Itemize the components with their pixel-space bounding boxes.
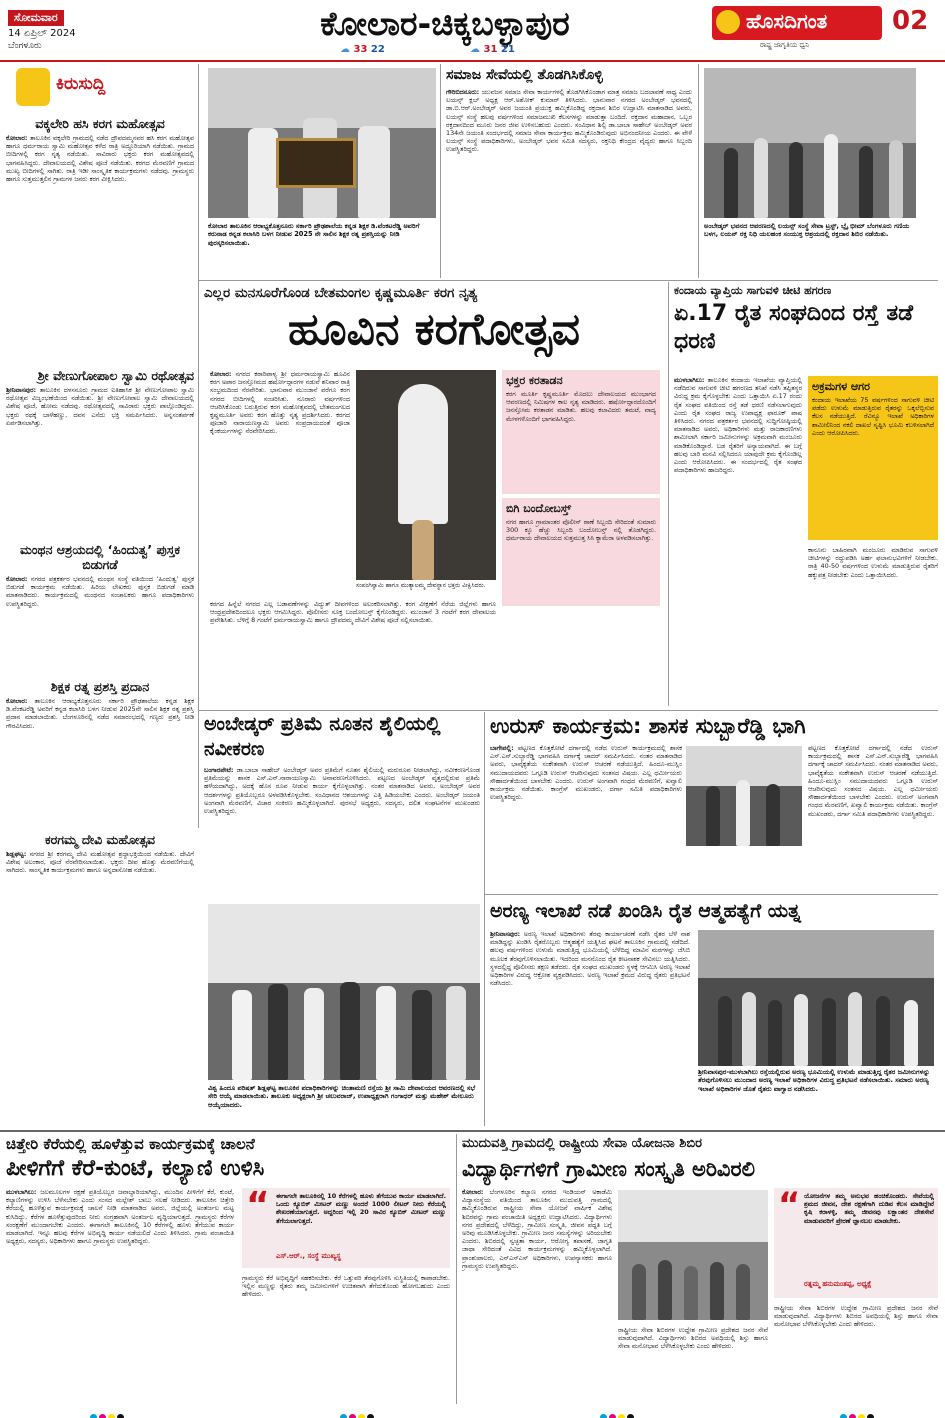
photo-figure [718, 996, 732, 1066]
sun-logo-icon [716, 10, 740, 34]
brief-dateline: ಶ್ರೀನಿವಾಸಪುರ: [6, 386, 37, 394]
aranya-headline: ಅರಣ್ಯ ಇಲಾಖೆ ನಡೆ ಖಂಡಿಸಿ ರೈತ ಆತ್ಮಹತ್ಯೆಗೆ ಯತ್ನ [490, 900, 801, 922]
urus-body [490, 744, 682, 888]
photo-figure [822, 998, 836, 1066]
karaga-kicker: ಎಲ್ಲರ ಮನಸೂರೆಗೊಂಡ ಬೇತಮಂಗಲ ಕೃಷ್ಣಮೂರ್ತಿ ಕರಗ ನೃತ್ಯ [204, 285, 478, 301]
raita-story [674, 284, 940, 708]
date-label: 14 ಏಪ್ರಿಲ್ 2024 [8, 28, 76, 39]
photo-figure [824, 134, 838, 218]
brief-text: ತಾಲೂಕಿನ ಆರಾಭ್ಯಕೊತ್ತನೂರು ಸರ್ಕಾರಿ ಪ್ರೌಢಶಾಲೆಯ ಕನ್ನಡ ಶಿಕ್ಷಕ ಡಿ.ವೆಂಕಟರೆಡ್ಡಿ ಅವರಿಗೆ ಕನ್ನಡ ಕಲಾಸಿರಿ ಬಳಗ ನೀಡುವ 2025ನೇ ಸಾಲಿನ ಶಿಕ್ಷಕ ರತ್ನ ಪ್ರಶಸ್ತಿ ಪ್ರದಾನ ಮಾಡಲಾಯಿತು. ಬೆಂಗಳೂರಿನಲ್ಲಿ ನಡೆದ ಸಮಾರಂಭದಲ್ಲಿ ಗಣ್ಯರು ಪ್ರಶಸ್ತಿ ನೀಡಿ ಗೌರವಿಸಿದರು. [6, 697, 194, 730]
blood-camp-caption: ಅಂಬೇಡ್ಕರ್ ಭವನದ ಆವರಣದಲ್ಲಿ ಲಯನ್ಸ್ ಸಂಸ್ಥೆ ಸೇವಾ ಟ್ರಸ್ಟ್, ಬ್ಲೈ ಭೀಮ್ ಬೆಂಗಳೂರು ಗಣಿಯ ಬಳಗ, ಲಯನ್ ರಕ್ತ ನಿಧಿ ಯಲಹಂಕ ಸಂಯುಕ್ತ ಆಶ್ರಯದಲ್ಲಿ ರಕ್ತದಾನ ಶಿಬಿರ ನಡೆಯಿತು. [704, 222, 910, 239]
brief-text: ತಾಲೂಕಿನ ವಕ್ಕಲೇರಿ ಗ್ರಾಮದಲ್ಲಿ ನಡೆದ ದ್ರೌಪದಮ್ಮನವರ ಹಸಿ ಕರಗ ಮಹೋತ್ಸವ ಹಾಗೂ ಧರ್ಮರಾಯ ಸ್ವಾಮಿ ಮಹೋತ್ಸವ ಕಳೆದ ರಾತ್ರಿ ಅದ್ಧೂರಿಯಾಗಿ ನಡೆಯಿತು. ಗ್ರಾಮದ ಬೀದಿಗಳಲ್ಲಿ ಕರಗ ನೃತ್ಯ ನಡೆಯಿತು. ಸಾವಿರಾರು ಭಕ್ತರು ಕರಗ ಮಹೋತ್ಸವದಲ್ಲಿ ಭಾಗವಹಿಸಿದ್ದರು. ದೇವಾಲಯದಲ್ಲಿ ವಿಶೇಷ ಪೂಜೆ ನಡೆಯಿತು. ಕರಗದ ಮೆರವಣಿಗೆ ಗ್ರಾಮದ ಮುಖ್ಯ ಬೀದಿಗಳಲ್ಲಿ ಸಾಗಿತು. ರಾತ್ರಿ ಇಡೀ ಸಾಂಸ್ಕೃತಿಕ ಕಾರ್ಯಕ್ರಮಗಳು ನಡೆದವು. ಗ್ರಾಮಸ್ಥರು ಹಾಗೂ ಸುತ್ತಮುತ್ತಲಿನ ಗ್ರಾಮಗಳ ಜನರು ಕರಗ ವೀಕ್ಷಿಸಿದರು. [6, 134, 194, 184]
aranya-photo [698, 930, 934, 1066]
city-label: ಬೆಂಗಳೂರು [8, 41, 42, 51]
karaga-tower [398, 384, 448, 524]
urus-text: ಪಟ್ಟಣದ ಕೊತ್ತಕೋಟೆ ದರ್ಗಾದಲ್ಲಿ ನಡೆದ ಉರುಸ್ ಕಾರ್ಯಕ್ರಮದಲ್ಲಿ ಶಾಸಕ ಎಸ್.ಎನ್.ಸುಬ್ಬಾರೆಡ್ಡಿ ಭಾಗವಹಿಸಿ ದರ್ಗಾಕ್ಕೆ ಚಾದರ್ ಸಮರ್ಪಿಸಿದರು. ನಂತರ ಮಾತನಾಡಿದ ಅವರು, ಭಾವೈಕ್ಯತೆಯ ಸಂಕೇತವಾಗಿ ಉರುಸ್ ಆಚರಣೆ ನಡೆಯುತ್ತಿದೆ. ಹಿಂದೂ-ಮುಸ್ಲಿಂ ಸಮುದಾಯದವರು ಒಗ್ಗೂಡಿ ಉರುಸ್ ಆಚರಿಸುವುದು ಸಂತಸದ ವಿಷಯ. ಎಲ್ಲ ಧರ್ಮೀಯರು ಸೌಹಾರ್ದತೆಯಿಂದ ಬಾಳಬೇಕು ಎಂದರು. ಉರುಸ್ ಅಂಗವಾಗಿ ಗಂಧದ ಮೆರವಣಿಗೆ, ಖವ್ವಾಲಿ ಕಾರ್ಯಕ್ರಮ ನಡೆಯಿತು. ಕಾಂಗ್ರೆಸ್ ಮುಖಂಡರು, ದರ್ಗಾ ಸಮಿತಿ ಪದಾಧಿಕಾರಿಗಳು ಉಪಸ್ಥಿತರಿದ್ದರು. [490, 744, 682, 802]
photo-figure [794, 994, 808, 1066]
ambedkar-dateline: ಬಂಗಾರಪೇಟೆ: [204, 766, 234, 774]
cloud-icon: ☁ [340, 44, 350, 55]
kere-quote: ಈಗಾಗಲೇ ತಾಲೂಕಿನಲ್ಲಿ 10 ಕೆರೆಗಳಲ್ಲಿ ಹೂಳು ತೆಗೆಯುವ ಕಾರ್ಯ ಮಾಡಲಾಗಿದೆ. ಒಂದು ಕ್ಯೂಬಿಕ್ ಮೀಟರ್ ಮಣ್ಣು ಅಂದರೆ 1000 ಲೀಟರ್ ನೀರು ಕೆರೆಯಲ್ಲಿ ಶೇಖರಣೆಯಾಗುತ್ತದೆ. ಅದ್ದರಿಂದ ಇಲ್ಲಿ 20 ಸಾವಿರ ಕ್ಯೂಬಿಕ್ ಮೀಟರ್ ಮಣ್ಣು ತೆಗೆಯಲಾಗುತ್ತದೆ. [276, 1192, 446, 1225]
section-rule [484, 894, 938, 895]
photo-figure [632, 1264, 646, 1320]
photo-figure [736, 780, 750, 846]
brief-title: ಕರಗಮ್ಮ ದೇವಿ ಮಹೋತ್ಸವ [44, 832, 155, 847]
nss-quote-author: ರತ್ನಮ್ಮ ಹನುಮಂತಪ್ಪ, ಅಧ್ಯಕ್ಷೆ [804, 1280, 872, 1288]
temp1-low: 22 [370, 44, 385, 55]
photo-figure [789, 142, 803, 218]
brief-text: ತಾಲೂಕಿನ ದಳಸನೂರು ಗ್ರಾಮದ ಐತಿಹಾಸಿಕ ಶ್ರೀ ವೇಣುಗೋಪಾಲ ಸ್ವಾಮಿ ರಥೋತ್ಸವ ವಿಜೃಂಭಣೆಯಿಂದ ನಡೆಯಿತು. ಶ್ರೀ ವೇಣುಗೋಪಾಲ ಸ್ವಾಮಿ ದೇವಾಲಯದಲ್ಲಿ ವಿಶೇಷ ಪೂಜೆ, ಹೋಮ ನಡೆದವು. ರಥೋತ್ಸವದಲ್ಲಿ ಸಾವಿರಾರು ಭಕ್ತರು ಪಾಲ್ಗೊಂಡಿದ್ದರು. ಭಕ್ತರು ರಥಕ್ಕೆ ಬಾಳೆಹಣ್ಣು, ದವನ ಎಸೆದು ಭಕ್ತಿ ಸಮರ್ಪಿಸಿದರು. ಅನ್ನಸಂತರ್ಪಣೆ ಏರ್ಪಡಿಸಲಾಗಿತ್ತು. [6, 386, 194, 427]
nss-text: ಬೆಂಗಳೂರಿನ ಕಲ್ಯಾಣ ನಗರದ ಇಂಡಿಯನ್ ಅಕಾಡೆಮಿ ವಿದ್ಯಾಸಂಸ್ಥೆಯ ವತಿಯಿಂದ ತಾಲೂಕಿನ ಮುದುವತ್ತಿ ಗ್ರಾಮದಲ್ಲಿ ಹಮ್ಮಿಕೊಂಡಿರುವ ರಾಷ್ಟ್ರೀಯ ಸೇವಾ ಯೋಜನೆ ವಾರ್ಷಿಕ ವಿಶೇಷ ಶಿಬಿರವನ್ನು ಗ್ರಾಮ ಪಂಚಾಯಿತಿ ಅಧ್ಯಕ್ಷರು ಉದ್ಘಾಟಿಸಿದರು. ವಿದ್ಯಾರ್ಥಿಗಳು ನಗರ ಪ್ರದೇಶದಲ್ಲಿ ಬೆಳೆದಿದ್ದು, ಗ್ರಾಮೀಣ ಸಂಸ್ಕೃತಿ, ಜೀವನ ಪದ್ಧತಿ ಬಗ್ಗೆ ಅರಿವು ಮೂಡಿಸಿಕೊಳ್ಳಬೇಕು. ಗ್ರಾಮೀಣ ಜನರ ಸಮಸ್ಯೆಗಳನ್ನು ಅರಿಯಬೇಕು ಎಂದರು. ಶಿಬಿರದಲ್ಲಿ ಸ್ವಚ್ಛತಾ ಕಾರ್ಯ, ಆರೋಗ್ಯ ತಪಾಸಣೆ, ಜಾಗೃತಿ ಜಾಥಾ ಸೇರಿದಂತೆ ವಿವಿಧ ಕಾರ್ಯಕ್ರಮಗಳನ್ನು ಹಮ್ಮಿಕೊಳ್ಳಲಾಗಿದೆ. ಪ್ರಾಂಶುಪಾಲರು, ಎನ್‌ಎಸ್‌ಎಸ್ ಅಧಿಕಾರಿಗಳು, ಉಪನ್ಯಾಸಕರು ಹಾಗೂ ಗ್ರಾಮಸ್ಥರು ಉಪಸ್ಥಿತರಿದ್ದರು. [462, 1188, 612, 1270]
photo-figure [876, 996, 890, 1066]
raita-box-title: ಅಕ್ರಮಗಳ ಆಗರ [812, 380, 870, 393]
photo-figure [376, 986, 396, 1080]
kere-quote-author: ಎಸ್.ಆರ್., ಸಂಸ್ಥೆ ಮುಖ್ಯಸ್ಥ [276, 1252, 341, 1260]
date-box [8, 6, 118, 50]
brief-body [6, 134, 194, 364]
brief-text: ನಗರದ ಪತ್ರಕರ್ತರ ಭವನದಲ್ಲಿ ಮಂಥನ ಸಂಸ್ಥೆ ವತಿಯಿಂದ ‘ಹಿಂದುತ್ವ’ ಪುಸ್ತಕ ಬಿಡುಗಡೆ ಕಾರ್ಯಕ್ರಮ ನಡೆಯಿತು. ಹಿರಿಯ ಲೇಖಕರು ಪುಸ್ತಕ ಬಿಡುಗಡೆ ಮಾಡಿ ಮಾತನಾಡಿದರು. ಕಾರ್ಯಕ್ರಮದಲ್ಲಿ ಮಂಥನದ ಸಂಚಾಲಕರು ಹಾಗೂ ಪದಾಧಿಕಾರಿಗಳು ಉಪಸ್ಥಿತರಿದ್ದರು. [6, 575, 194, 608]
brief-title: ವಕ್ಕಲೇರಿ ಹಸಿ ಕರಗ ಮಹೋತ್ಸವ [35, 116, 165, 131]
masthead [0, 0, 945, 62]
nss-photo [618, 1190, 768, 1320]
masthead-rule [0, 60, 945, 62]
section-rule [0, 1130, 945, 1132]
kere-dateline: ಮುಳಬಾಗಿಲು: [6, 1188, 37, 1196]
photo-figure [232, 990, 252, 1080]
karaga-story [204, 284, 664, 708]
brief-item [6, 116, 194, 364]
print-registration-marks [840, 1406, 876, 1418]
hand-icon [16, 68, 50, 106]
quote-mark-icon: “ [246, 1185, 270, 1226]
brief-title: ಶ್ರೀ ವೇಣುಗೋಪಾಲ ಸ್ವಾಮಿ ರಥೋತ್ಸವ [37, 368, 194, 383]
page-number: 02 [892, 6, 929, 36]
aranya-dateline: ಶ್ರೀನಿವಾಸಪುರ: [490, 930, 521, 938]
aranya-text: ಅರಣ್ಯ ಇಲಾಖೆ ಅಧಿಕಾರಿಗಳು ತೆರವು ಕಾರ್ಯಾಚರಣೆ ನಡೆಸಿ ರೈತರ ಬೆಳೆ ನಾಶ ಮಾಡಿದ್ದನ್ನು ಖಂಡಿಸಿ ರೈತರೊಬ್ಬರು ಆತ್ಮಹತ್ಯೆಗೆ ಯತ್ನಿಸಿದ ಘಟನೆ ತಾಲೂಕಿನ ಗ್ರಾಮದಲ್ಲಿ ನಡೆದಿದೆ. ಹಲವು ವರ್ಷಗಳಿಂದ ಉಳುಮೆ ಮಾಡುತ್ತಿದ್ದ ಭೂಮಿಯಲ್ಲಿ ಬೆಳೆದಿದ್ದ ಮಾವಿನ ಮರಗಳನ್ನು ಜೆಸಿಬಿ ಮೂಲಕ ತೆರವುಗೊಳಿಸಲಾಯಿತು. ಇದರಿಂದ ಮನನೊಂದ ರೈತ ಕೀಟನಾಶಕ ಸೇವಿಸಲು ಯತ್ನಿಸಿದರು. ಸ್ಥಳದಲ್ಲಿದ್ದ ಪೊಲೀಸರು ತಕ್ಷಣ ತಡೆದರು. ರೈತ ಸಂಘದ ಮುಖಂಡರು ಸ್ಥಳಕ್ಕೆ ಆಗಮಿಸಿ ಅರಣ್ಯ ಇಲಾಖೆ ಅಧಿಕಾರಿಗಳ ವಿರುದ್ಧ ಆಕ್ರೋಶ ವ್ಯಕ್ತಪಡಿಸಿದರು. ಅರಣ್ಯ ಇಲಾಖೆ ಕ್ರಮದ ವಿರುದ್ಧ ರೈತರು ಪ್ರತಿಭಟನೆ ನಡೆಸಿದರು. [490, 930, 690, 988]
photo-figure [742, 992, 756, 1066]
aranya-body [490, 930, 690, 1124]
kere-body [6, 1188, 234, 1402]
print-registration-marks [600, 1406, 636, 1418]
quote-mark-icon: “ [778, 1185, 801, 1225]
brief-dateline: ಕೋಲಾರ: [6, 134, 28, 142]
vhp-photo [208, 904, 480, 1080]
photo-backdrop [698, 930, 934, 978]
nss-story [462, 1134, 940, 1404]
photo-figure [304, 988, 324, 1080]
raita-dateline: ಮುಳಬಾಗಿಲು: [674, 376, 705, 384]
edition-title: ಕೋಲಾರ-ಚಿಕ್ಕಬಳ್ಳಾಪುರ [320, 4, 570, 43]
photo-figure [710, 1262, 724, 1320]
kere-headline: ಪೀಳಿಗೆಗೆ ಕೆರೆ-ಕುಂಟೆ, ಕಲ್ಯಾಣಿ ಉಳಿಸಿ [6, 1156, 265, 1181]
kere-quote-box [242, 1185, 450, 1268]
karaga-headline: ಹೂವಿನ ಕರಗೋತ್ಸವ [288, 304, 580, 355]
kirusuddi-label: ಕಿರುಸುದ್ದಿ [56, 74, 106, 94]
section-rule [198, 280, 938, 281]
brief-text: ನಗರದ ಶ್ರೀ ಕರಗಮ್ಮ ದೇವಿ ಮಹೋತ್ಸವ ಶ್ರದ್ಧಾಭಕ್ತಿಯಿಂದ ನಡೆಯಿತು. ದೇವಿಗೆ ವಿಶೇಷ ಅಲಂಕಾರ, ಪೂಜೆ ನೆರವೇರಿಸಲಾಯಿತು. ಭಕ್ತರು ದೀಪ ಹೊತ್ತು ಮೆರವಣಿಗೆಯಲ್ಲಿ ಸಾಗಿದರು. ಸಾಂಸ್ಕೃತಿಕ ಕಾರ್ಯಕ್ರಮಗಳು ಹಾಗೂ ಅನ್ನದಾಸೋಹ ನಡೆಯಿತು. [6, 850, 194, 875]
ambedkar-headline: ಅಂಬೇಡ್ಕರ್ ಪ್ರತಿಮೆ ನೂತನ ಶೈಲಿಯಲ್ಲಿ ನವೀಕರಣ [204, 713, 441, 760]
temp1-high: 33 [353, 44, 368, 55]
raita-kicker: ಕಂದಾಯ ವ್ಯಾಪ್ತಿಯ ಸಾಗುವಳಿ ಚೀಟಿ ಹಗರಣ [674, 284, 832, 297]
raita-box [808, 376, 938, 540]
urus-headline: ಉರುಸ್ ಕಾರ್ಯಕ್ರಮ: ಶಾಸಕ ಸುಬ್ಬಾರೆಡ್ಡಿ ಭಾಗಿ [490, 714, 806, 738]
column-rule [668, 282, 669, 706]
photo-figure [766, 784, 780, 846]
blood-camp-photo [704, 68, 916, 218]
raita-headline: ಏ.17 ರೈತ ಸಂಘದಿಂದ ರಸ್ತೆ ತಡೆ ಧರಣಿ [674, 301, 914, 354]
kere-body-2: ಗ್ರಾಮಸ್ಥರು ಕೆರೆ ಅಭಿವೃದ್ಧಿಗೆ ಸಹಕರಿಸಬೇಕು. ಕೆರೆ ಒತ್ತುವರಿ ತೆರವುಗೊಳಿಸಿ ಸುಸ್ಥಿತಿಯಲ್ಲಿ ಕಾಪಾಡಬೇಕು. ಇಲ್ಲಿನ ಮಣ್ಣನ್ನು ರೈತರು ತಮ್ಮ ಜಮೀನುಗಳಿಗೆ ಉಚಿತವಾಗಿ ತೆಗೆದುಕೊಂಡು ಹೋಗಬಹುದು ಎಂದು ಹೇಳಿದರು. [242, 1274, 450, 1299]
urus-story [490, 712, 938, 892]
ambedkar-story [204, 712, 480, 902]
kere-kicker: ಚಿತ್ತೇರಿ ಕೆರೆಯಲ್ಲಿ ಹೂಳೆತ್ತುವ ಕಾರ್ಯಕ್ರಮಕ್ಕೆ ಚಾಲನೆ [6, 1135, 255, 1153]
brief-dateline: ಕೋಲಾರ: [6, 575, 28, 583]
brand-name: ಹೊಸದಿಗಂತ [746, 9, 828, 33]
raita-body-2: ಕಾನೂನು ಬಾಹಿರವಾಗಿ ಮಂಜೂರು ಮಾಡಿರುವ ಸಾಗುವಳಿ ಚೀಟಿಗಳನ್ನು ರದ್ದುಪಡಿಸಿ ಅರ್ಹ ಫಲಾನುಭವಿಗಳಿಗೆ ನೀಡಬೇಕು. ರಾತ್ರಿ 40-50 ವರ್ಷಗಳಿಂದ ಉಳುಮೆ ಮಾಡುತ್ತಿರುವ ರೈತರಿಗೆ ಹಕ್ಕುಪತ್ರ ನೀಡಬೇಕು ಎಂದು ಒತ್ತಾಯಿಸಿದರು. [808, 546, 938, 579]
brief-body [6, 386, 194, 536]
photo-figure [724, 148, 738, 218]
nss-quote: ಯೋಜನೆಗಳ ತಮ್ಮ ಅನುಭವ ಹಂಚಿಕೊಂಡರು. ಸೇವೆಯಲ್ಲಿ ಶ್ರಮದ ಜೀವನ, ದೇಶ ರಕ್ಷಣೆಗಾಗಿ ದುಡಿವ ಕೆಲಸ ಮಾಡಿದ್ದೇವೆ ಕೃಷಿ ಕರಾಳಳ್ಳಿ, ತಮ್ಮ ಜೀವನವು ಲಕ್ಷಾಂತರ ದೇಶಸೇವೆ ಮಾಡುವವರಿಗೆ ಪ್ರೇರಣೆ ಜ್ಞಾನಬಲ ಮಾಡಬೇಕು. [804, 1192, 934, 1225]
box1-body: ಕರಗ ಮೂರ್ತಿ ಕೃಷ್ಣಮೂರ್ತಿ ಮೊದಲು ದೇವಾಲಯದ ಮುಂಭಾಗದ ಆವರಣದಲ್ಲಿ ನಿಮಿಷಗಳ ಕಾಲ ನೃತ್ಯ ಮಾಡಿದರು. ಹರ್ಷೋದ್ಗಾರದೊಂದಿಗೆ ಜನಸ್ತೋಮ ಕರತಾಡನ ಮಾಡಿತು. ಹಲವು ಕಲಾವಿದರು ತಮಟೆ, ವಾದ್ಯ ಮೇಳಗಳೊಂದಿಗೆ ಭಾಗವಹಿಸಿದ್ದರು. [506, 390, 656, 423]
column-rule [698, 64, 699, 278]
karaga-text-2: ಕರಗದ ಹಿನ್ನೆಲೆ ನಗರದ ಎಲ್ಲ ಬಡಾವಣೆಗಳನ್ನು ವಿದ್ಯುತ್ ದೀಪಗಳಿಂದ ಅಲಂಕರಿಸಲಾಗಿತ್ತು. ಕರಗ ವೀಕ್ಷಣೆಗೆ ನೆರೆಯ ಜಿಲ್ಲೆಗಳು ಹಾಗೂ ಆಂಧ್ರಪ್ರದೇಶದಿಂದಲೂ ಭಕ್ತರು ಆಗಮಿಸಿದ್ದರು. ಪೊಲೀಸರು ಸೂಕ್ತ ಬಂದೋಬಸ್ತ್ ಕೈಗೊಂಡಿದ್ದರು. ಮುಂಜಾನೆ 3 ಗಂಟೆಗೆ ಕರಗ ದೇವಾಲಯ ಪ್ರವೇಶಿಸಿತು. ಬೆಳಿಗ್ಗೆ 8 ಗಂಟೆಗೆ ಧರ್ಮರಾಯಸ್ವಾಮಿ ಹಾಗೂ ದ್ರೌಪದಮ್ಮ ದೇವಿಗೆ ವಿಶೇಷ ಪೂಜೆ ಸಲ್ಲಿಸಲಾಯಿತು. [210, 600, 496, 625]
nss-headline: ವಿದ್ಯಾರ್ಥಿಗಳಿಗೆ ಗ್ರಾಮೀಣ ಸಂಸ್ಕೃತಿ ಅರಿವಿರಲಿ [462, 1157, 755, 1181]
ambedkar-body [204, 766, 480, 898]
brand-logo [712, 6, 882, 40]
photo-figure [889, 140, 903, 218]
karaga-dateline: ಕೋಲಾರ: [210, 370, 232, 378]
photo-figure [736, 1264, 750, 1320]
photo-figure [768, 1000, 782, 1066]
brief-item [6, 542, 194, 675]
photo-backdrop [208, 904, 480, 983]
raita-body [674, 376, 802, 592]
karaga-text: ನಗರದ ಕಠಾರಿಪಾಳ್ಯ ಶ್ರೀ ಧರ್ಮರಾಯಸ್ವಾಮಿ ಹೂವಿನ ಕರಗ ಅಪಾರ ಜನಸ್ತೋಮದ ಹರ್ಷೋದ್ಗಾರಗಳ ನಡುವೆ ಶನಿವಾರ ರಾತ್ರಿ ಸಂಭ್ರಮದಿಂದ ನೆರವೇರಿತು. ಭಾನುವಾರ ಮುಂಜಾನೆ ವರೆಗೂ ಕರಗ ನಗರದ ಬೀದಿಗಳಲ್ಲಿ ಸಂಚರಿಸಿತು. ನೂರಾರು ವರ್ಷಗಳಿಂದ ಆಚರಿಸಿಕೊಂಡು ಬರುತ್ತಿರುವ ಕರಗ ಮಹೋತ್ಸವದಲ್ಲಿ ಬೇತಮಂಗಲದ ಕೃಷ್ಣಮೂರ್ತಿ ಅವರು ಕರಗ ಹೊತ್ತು ನೃತ್ಯ ಪ್ರದರ್ಶಿಸಿದರು. ಕರಗದ ಪೂಜಾರಿ ನಾರಾಯಣಸ್ವಾಮಿ ಅವರು ಸಂಪ್ರದಾಯದಂತೆ ಪೂಜಾ ಕೈಂಕರ್ಯಗಳನ್ನು ನೆರವೇರಿಸಿದರು. [210, 370, 350, 436]
nss-body-2: ರಾಷ್ಟ್ರೀಯ ಸೇವಾ ಶಿಬಿರಗಳ ಉದ್ದೇಶ ಗ್ರಾಮೀಣ ಪ್ರದೇಶದ ಜನರ ಸೇವೆ ಮಾಡುವುದಾಗಿದೆ. ವಿದ್ಯಾರ್ಥಿಗಳು ಶಿಬಿರದ ಅವಧಿಯಲ್ಲಿ ಶಿಸ್ತು ಹಾಗೂ ಸೇವಾ ಮನೋಭಾವ ಬೆಳೆಸಿಕೊಳ್ಳಬೇಕು ಎಂದು ಹೇಳಿದರು. [774, 1304, 938, 1329]
weather-1 [340, 44, 385, 55]
award-photo [208, 68, 436, 218]
aranya-caption: ಶ್ರೀನಿವಾಸಪುರ-ಮುಳಬಾಗಿಲು ರಸ್ತೆಯಲ್ಲಿರುವ ಅರಣ್ಯ ಭೂಮಿಯಲ್ಲಿ ಉಳುಮೆ ಮಾಡುತ್ತಿದ್ದ ರೈತರ ಜಮೀನುಗಳನ್ನು ತೆರವುಗೊಳಿಸಲು ಮುಂದಾದ ಅರಣ್ಯ ಇಲಾಖೆ ಅಧಿಕಾರಿಗಳ ವಿರುದ್ಧ ಪ್ರತಿಭಟನೆ ನಡೆಸಲಾಯಿತು. ಸಮಾರು ಅರಣ್ಯ ಇಲಾಖೆ ಅಧಿಕಾರಿಗಳ ಜೊತೆ ರೈತರು ವಾಗ್ವಾದ ನಡೆಸಿದರು. [698, 1068, 930, 1093]
urus-body-2 [808, 744, 938, 888]
photo-figure [848, 992, 862, 1066]
brief-dateline: ಶಿಡ್ಲಘಟ್ಟ: [6, 850, 27, 858]
aranya-story [490, 898, 938, 1128]
photo-backdrop [618, 1190, 768, 1242]
column-rule [484, 712, 485, 1126]
section-rule [198, 710, 938, 711]
brief-body [6, 850, 194, 920]
column-rule [456, 1134, 457, 1404]
karaga-photo [356, 370, 496, 580]
print-registration-marks [90, 1406, 126, 1418]
urus-photo [686, 746, 802, 846]
column-rule [440, 64, 441, 278]
photo-figure [268, 984, 288, 1080]
seva-body [446, 88, 692, 276]
brief-item [6, 679, 194, 807]
nss-body [462, 1188, 612, 1402]
photo-figure [412, 520, 434, 580]
karaga-box2 [502, 498, 660, 606]
ambedkar-text: ಡಾ.ಬಾಬಾ ಸಾಹೇಬ್ ಅಂಬೇಡ್ಕರ್ ಅವರ ಪ್ರತಿಮೆಗೆ ನೂತನ ಶೈಲಿಯಲ್ಲಿ ಮರುರೂಪ ನೀಡಲಾಗಿದ್ದು, ನವೀಕರಣಗೊಂಡ ಪ್ರತಿಮೆಯನ್ನು ಶಾಸಕ ಎಸ್.ಎನ್.ನಾರಾಯಣಸ್ವಾಮಿ ಅನಾವರಣಗೊಳಿಸಿದರು. ಪಟ್ಟಣದ ಅಂಬೇಡ್ಕರ್ ವೃತ್ತದಲ್ಲಿರುವ ಪ್ರತಿಮೆ ಹಳೆಯದಾಗಿದ್ದು, ಅದಕ್ಕೆ ಹೊಸ ರೂಪ ನೀಡುವ ಕಾರ್ಯ ಕೈಗೊಳ್ಳಲಾಗಿತ್ತು. ನಂತರ ಮಾತನಾಡಿದ ಅವರು, ಅಂಬೇಡ್ಕರ್ ಅವರ ಆದರ್ಶಗಳನ್ನು ಪ್ರತಿಯೊಬ್ಬರೂ ಅಳವಡಿಸಿಕೊಳ್ಳಬೇಕು. ಸಂವಿಧಾನದ ಆಶಯಗಳನ್ನು ಎತ್ತಿ ಹಿಡಿಯಬೇಕು ಎಂದರು. ಅಂಬೇಡ್ಕರ್ ಜಯಂತಿ ಅಂಗವಾಗಿ ಮೆರವಣಿಗೆ, ವಿಚಾರ ಸಂಕಿರಣ ಹಮ್ಮಿಕೊಳ್ಳಲಾಗಿದೆ. ಪುರಸಭೆ ಅಧ್ಯಕ್ಷರು, ಸದಸ್ಯರು, ದಲಿತ ಸಂಘಟನೆಗಳ ಮುಖಂಡರು ಉಪಸ್ಥಿತರಿದ್ದರು. [204, 766, 480, 816]
karaga-box1 [502, 370, 660, 494]
nss-kicker: ಮುದುವತ್ತಿ ಗ್ರಾಮದಲ್ಲಿ ರಾಷ್ಟ್ರೀಯ ಸೇವಾ ಯೋಜನಾ ಶಿಬಿರ [462, 1136, 702, 1151]
cloud-icon: ☁ [470, 44, 480, 55]
seva-dateline: ಗೌರಿಬಿದನೂರು: [446, 88, 480, 96]
kirusuddi-header [6, 66, 194, 110]
nss-quote-box [774, 1185, 938, 1298]
photo-figure [859, 146, 873, 218]
seva-text: ಯುವಜನ ಸಮಾಜ ಸೇವಾ ಕಾರ್ಯಗಳಲ್ಲಿ ತೊಡಗಿಸಿಕೊಂಡಾಗ ಮಾತ್ರ ಸಮಾಜ ಬದಲಾವಣೆ ಸಾಧ್ಯ ಎಂದು ಲಯನ್ಸ್ ಕ್ಲಬ್ ಅಧ್ಯಕ್ಷ ಆರ್.ಅಶೋಕ್ ಕುಮಾರ್ ತಿಳಿಸಿದರು. ಭಾನುವಾರ ನಗರದ ಅಂಬೇಡ್ಕರ್ ಭವನದಲ್ಲಿ ಡಾ.ಬಿ.ಆರ್.ಅಂಬೇಡ್ಕರ್ ಅವರ ಜಯಂತಿ ಪ್ರಯುಕ್ತ ಹಮ್ಮಿಕೊಂಡಿದ್ದ ರಕ್ತದಾನ ಶಿಬಿರ ಉದ್ಘಾಟಿಸಿ ಮಾತನಾಡಿದ ಅವರು, ಲಯನ್ಸ್ ಸಂಸ್ಥೆ ಹಲವು ವರ್ಷಗಳಿಂದ ಸಮಾಜಮುಖಿ ಕೆಲಸಗಳನ್ನು ಮಾಡುತ್ತಾ ಬಂದಿದೆ. ರಕ್ತದಾನ ಮಹಾದಾನ, ಒಬ್ಬರ ರಕ್ತದಾನದಿಂದ ಮೂರು ಜನರ ಜೀವ ಉಳಿಸಬಹುದು ಎಂದರು. ಸಂವಿಧಾನ ಶಿಲ್ಪಿ ಡಾ.ಬಾಬಾ ಸಾಹೇಬ್ ಅಂಬೇಡ್ಕರ್ ಅವರ 134ನೇ ಜಯಂತಿ ಸಂದರ್ಭದಲ್ಲಿ ಸಮಾಜ ಸೇವಾ ಕಾರ್ಯಕ್ರಮ ಹಮ್ಮಿಕೊಂಡಿರುವುದು ಅಭಿನಂದನೀಯ ಎಂದರು. ಈ ವೇಳೆ ಲಯನ್ಸ್ ಸಂಸ್ಥೆ ಪದಾಧಿಕಾರಿಗಳು, ಅಂಬೇಡ್ಕರ್ ಭವನ ಸಮಿತಿ ಸದಸ್ಯರು, ರಕ್ತನಿಧಿ ಕೇಂದ್ರದ ವೈದ್ಯರು ಹಾಗೂ ಸಿಬ್ಬಂದಿ ಉಪಸ್ಥಿತರಿದ್ದರು. [446, 88, 692, 154]
certificate-frame [276, 138, 356, 188]
box1-title: ಭಕ್ತರ ಕರತಾಡನ [506, 374, 563, 387]
brief-title: ಶಿಕ್ಷಕ ರತ್ನ ಪ್ರಶಸ್ತಿ ಪ್ರದಾನ [50, 679, 150, 694]
nss-dateline: ಕೋಲಾರ: [462, 1188, 484, 1196]
raita-text: ತಾಲೂಕಿನ ಕಂದಾಯ ಇಲಾಖೆಯ ವ್ಯಾಪ್ತಿಯಲ್ಲಿ ನಡೆದಿರುವ ಸಾಗುವಳಿ ಚೀಟಿ ಹಗರಣದ ತನಿಖೆ ನಡೆಸಿ ತಪ್ಪಿತಸ್ಥರ ವಿರುದ್ಧ ಕ್ರಮ ಕೈಗೊಳ್ಳಬೇಕು ಎಂದು ಒತ್ತಾಯಿಸಿ ಏ.17 ರಂದು ರೈತ ಸಂಘದ ವತಿಯಿಂದ ರಸ್ತೆ ತಡೆ ಧರಣಿ ನಡೆಸಲಾಗುವುದು ಎಂದು ರೈತ ಸಂಘದ ರಾಜ್ಯ ಉಪಾಧ್ಯಕ್ಷ ಫಾರೂಕ್ ಪಾಷ ತಿಳಿಸಿದರು. ನಗರದ ಪತ್ರಕರ್ತರ ಭವನದಲ್ಲಿ ಸುದ್ದಿಗೋಷ್ಠಿಯಲ್ಲಿ ಮಾತನಾಡಿದ ಅವರು, ಅಧಿಕಾರಿಗಳು ಮತ್ತು ರಾಜಕಾರಣಿಗಳು ಶಾಮೀಲಾಗಿ ಸರ್ಕಾರಿ ಜಮೀನುಗಳನ್ನು ಅಕ್ರಮವಾಗಿ ಮಂಜೂರು ಮಾಡಿಕೊಂಡಿದ್ದಾರೆ. ಬಡ ರೈತರಿಗೆ ಅನ್ಯಾಯವಾಗಿದೆ. ಈ ಬಗ್ಗೆ ಹಲವು ಬಾರಿ ಮನವಿ ಸಲ್ಲಿಸಿದರೂ ಯಾವುದೇ ಕ್ರಮ ಕೈಗೊಂಡಿಲ್ಲ ಎಂದು ಆರೋಪಿಸಿದರು. ಈ ಸಂದರ್ಭದಲ್ಲಿ ರೈತ ಸಂಘದ ಪದಾಧಿಕಾರಿಗಳು ಹಾಜರಿದ್ದರು. [674, 376, 802, 475]
photo-figure [754, 138, 768, 218]
photo-figure [684, 1266, 698, 1320]
photo-figure [358, 126, 390, 218]
brief-dateline: ಕೋಲಾರ: [6, 697, 28, 705]
brief-body [6, 575, 194, 675]
temp2-high: 31 [483, 44, 498, 55]
brief-title: ಮಂಥನ ಆಶ್ರಯದಲ್ಲಿ ‘ಹಿಂದುತ್ವ’ ಪುಸ್ತಕ ಬಿಡುಗಡೆ [19, 542, 181, 572]
photo-figure [904, 1000, 918, 1066]
vhp-caption: ವಿಶ್ವ ಹಿಂದೂ ಪರಿಷತ್ ಶಿಡ್ಲಘಟ್ಟ ತಾಲೂಕಿನ ಪದಾಧಿಕಾರಿಗಳನ್ನು ಚಿಂತಾಮಣಿ ರಸ್ತೆಯ ಶ್ರೀ ಸಾಮಿ ದೇವಾಲಯದ ಆವರಣದಲ್ಲಿ ಸಭೆ ಸೇರಿ ಆಯ್ಕೆ ಮಾಡಲಾಯಿತು. ತಾಲೂಕು ಅಧ್ಯಕ್ಷರಾಗಿ ಶ್ರೀ ಚಲುವರಾಜ್, ಉಪಾಧ್ಯಕ್ಷರಾಗಿ ಗಂಗಾಧರ್ ಮತ್ತು ಮಹೇಶ್ ಮೇಲೂರು ಆಯ್ಕೆಯಾದರು. [208, 1084, 476, 1109]
kere-story [6, 1134, 452, 1404]
box2-body: ನಗರ ಹಾಗೂ ಗ್ರಾಮಾಂತರ ಪೊಲೀಸ್ ಠಾಣೆ ಸಿಬ್ಬಂದಿ ಸೇರಿದಂತೆ ಸುಮಾರು 300 ಕ್ಕೂ ಹೆಚ್ಚು ಸಿಬ್ಬಂದಿ ಬಂದೋಬಸ್ತ್ ನಲ್ಲಿ ತೊಡಗಿದ್ದರು. ಧರ್ಮರಾಯ ದೇವಾಲಯದ ಸುತ್ತಮುತ್ತ ಸಿಸಿ ಕ್ಯಾಮೆರಾ ಅಳವಡಿಸಲಾಗಿತ್ತು. [506, 518, 656, 543]
urus-text-2: ಪಟ್ಟಣದ ಕೊತ್ತಕೋಟೆ ದರ್ಗಾದಲ್ಲಿ ನಡೆದ ಉರುಸ್ ಕಾರ್ಯಕ್ರಮದಲ್ಲಿ ಶಾಸಕ ಎಸ್.ಎನ್.ಸುಬ್ಬಾರೆಡ್ಡಿ ಭಾಗವಹಿಸಿ ದರ್ಗಾಕ್ಕೆ ಚಾದರ್ ಸಮರ್ಪಿಸಿದರು. ನಂತರ ಮಾತನಾಡಿದ ಅವರು, ಭಾವೈಕ್ಯತೆಯ ಸಂಕೇತವಾಗಿ ಉರುಸ್ ಆಚರಣೆ ನಡೆಯುತ್ತಿದೆ. ಹಿಂದೂ-ಮುಸ್ಲಿಂ ಸಮುದಾಯದವರು ಒಗ್ಗೂಡಿ ಉರುಸ್ ಆಚರಿಸುವುದು ಸಂತಸದ ವಿಷಯ. ಎಲ್ಲ ಧರ್ಮೀಯರು ಸೌಹಾರ್ದತೆಯಿಂದ ಬಾಳಬೇಕು ಎಂದರು. ಉರುಸ್ ಅಂಗವಾಗಿ ಗಂಧದ ಮೆರವಣಿಗೆ, ಖವ್ವಾಲಿ ಕಾರ್ಯಕ್ರಮ ನಡೆಯಿತು. ಕಾಂಗ್ರೆಸ್ ಮುಖಂಡರು, ದರ್ಗಾ ಸಮಿತಿ ಪದಾಧಿಕಾರಿಗಳು ಉಪಸ್ಥಿತರಿದ್ದರು. [808, 744, 938, 818]
column-rule [198, 64, 199, 828]
photo-figure [340, 982, 360, 1080]
karaga-photo-caption: ಸಂಪಂಗಿಸ್ವಾಮಿ ಹಾಗೂ ಮುತ್ಯಾಲಮ್ಮ ದೇವಸ್ಥಾನ ಭಕ್ತರು ವೀಕ್ಷಿಸಿದರು. [356, 582, 486, 589]
weather-2 [470, 44, 515, 55]
brief-item-last [6, 832, 194, 922]
seva-story [446, 66, 692, 278]
kirusuddi-column [6, 66, 194, 824]
brief-item [6, 368, 194, 536]
brand-tagline: ರಾಷ್ಟ್ರ ಜಾಗೃತಿಯ ಧ್ವನಿ [760, 41, 810, 49]
karaga-body-col2 [210, 600, 496, 704]
raita-box-body: ಕಂದಾಯ ಇಲಾಖೆಯ 75 ವರ್ಷಗಳಿಂದ ಸಾಗುವಳಿ ಚೀಟಿ ಪಡೆದು ಉಳುಮೆ ಮಾಡುತ್ತಿರುವ ರೈತರನ್ನು ಒಕ್ಕಲೆಬ್ಬಿಸುವ ಕೆಲಸ ನಡೆಯುತ್ತಿದೆ. ರೆವಿನ್ಯೂ ಇಲಾಖೆ ಅಧಿಕಾರಿಗಳ ಶಾಮೀಲಿನಿಂದ ನಕಲಿ ದಾಖಲೆ ಸೃಷ್ಟಿಸಿ ಭೂಮಿ ಕಬಳಿಸಲಾಗಿದೆ ಎಂದು ಆರೋಪಿಸಿದರು. [812, 396, 934, 437]
photo-figure [248, 128, 278, 218]
kere-text: ಜಲಮೂಲಗಳ ರಕ್ಷಣೆ ಪ್ರತಿಯೊಬ್ಬರ ಜವಾಬ್ದಾರಿಯಾಗಿದ್ದು, ಮುಂದಿನ ಪೀಳಿಗೆಗೆ ಕೆರೆ, ಕುಂಟೆ, ಕಲ್ಯಾಣಿಗಳನ್ನು ಉಳಿಸಿ ಬೆಳೆಸಬೇಕು ಎಂದು ಸಂಸದ ಮಲ್ಲೇಶ್ ಬಾಬು ಸಲಹೆ ನೀಡಿದರು. ತಾಲೂಕಿನ ಚಿತ್ತೇರಿ ಕೆರೆಯಲ್ಲಿ ಹೂಳೆತ್ತುವ ಕಾರ್ಯಕ್ರಮಕ್ಕೆ ಚಾಲನೆ ನೀಡಿ ಮಾತನಾಡಿದ ಅವರು, ಜಿಲ್ಲೆಯಲ್ಲಿ ಅಂತರ್ಜಲ ಮಟ್ಟ ಕುಸಿದಿದ್ದು, ಕೆರೆಗಳ ಹೂಳೆತ್ತುವುದರಿಂದ ನೀರು ಸಂಗ್ರಹವಾಗಿ ಅಂತರ್ಜಲ ವೃದ್ಧಿಯಾಗುತ್ತದೆ. ಗ್ರಾಮಸ್ಥರು ಕೆರೆಗಳ ಸಂರಕ್ಷಣೆಗೆ ಮುಂದಾಗಬೇಕು ಎಂದರು. ಈಗಾಗಲೇ ತಾಲೂಕಿನಲ್ಲಿ 10 ಕೆರೆಗಳಲ್ಲಿ ಹೂಳು ತೆಗೆಯುವ ಕಾರ್ಯ ಮಾಡಲಾಗಿದೆ. ಇನ್ನೂ ಹಲವು ಕೆರೆಗಳ ಅಭಿವೃದ್ಧಿ ಕಾರ್ಯ ನಡೆಯಲಿದೆ ಎಂದು ತಿಳಿಸಿದರು. ಗ್ರಾಮ ಪಂಚಾಯಿತಿ ಅಧ್ಯಕ್ಷರು, ಸದಸ್ಯರು, ಅಧಿಕಾರಿಗಳು ಹಾಗೂ ಗ್ರಾಮಸ್ಥರು ಉಪಸ್ಥಿತರಿದ್ದರು. [6, 1188, 234, 1246]
brief-body [6, 697, 194, 807]
temp2-low: 21 [500, 44, 515, 55]
photo-figure [412, 990, 432, 1080]
box2-title: ಬಿಗಿ ಬಂದೋಬಸ್ತ್ [506, 502, 572, 515]
urus-dateline: ಬಾಗೇಪಲ್ಲಿ: [490, 744, 514, 752]
nss-body-3: ರಾಷ್ಟ್ರೀಯ ಸೇವಾ ಶಿಬಿರಗಳ ಉದ್ದೇಶ ಗ್ರಾಮೀಣ ಪ್ರದೇಶದ ಜನರ ಸೇವೆ ಮಾಡುವುದಾಗಿದೆ. ವಿದ್ಯಾರ್ಥಿಗಳು ಶಿಬಿರದ ಅವಧಿಯಲ್ಲಿ ಶಿಸ್ತು ಹಾಗೂ ಸೇವಾ ಮನೋಭಾವ ಬೆಳೆಸಿಕೊಳ್ಳಬೇಕು ಎಂದು ಹೇಳಿದರು. [618, 1326, 768, 1351]
print-registration-marks [340, 1406, 376, 1418]
photo-figure [706, 786, 720, 846]
photo-figure [658, 1260, 672, 1320]
award-caption: ಕೋಲಾರ ತಾಲೂಕಿನ ಆರಾಭ್ಯಕೊತ್ತನೂರು ಸರ್ಕಾರಿ ಪ್ರೌಢಶಾಲೆಯ ಕನ್ನಡ ಶಿಕ್ಷಕ ಡಿ.ವೆಂಕಟರೆಡ್ಡಿ ಅವರಿಗೆ ಕರುನಾಡ ಕನ್ನಡ ಕಲಾಸಿರಿ ಬಳಗ ನೀಡುವ 2025 ನೇ ಸಾಲಿನ ಶಿಕ್ಷಕ ರತ್ನ ಪ್ರಶಸ್ತಿಯನ್ನು ನೀಡಿ ಪುರಸ್ಕರಿಸಲಾಯಿತು. [208, 222, 420, 247]
photo-backdrop [704, 68, 916, 143]
seva-title: ಸಮಾಜ ಸೇವೆಯಲ್ಲಿ ತೊಡಗಿಸಿಕೊಳ್ಳಿ [446, 67, 603, 83]
photo-figure [446, 986, 466, 1080]
day-label: ಸೋಮವಾರ [8, 10, 64, 26]
